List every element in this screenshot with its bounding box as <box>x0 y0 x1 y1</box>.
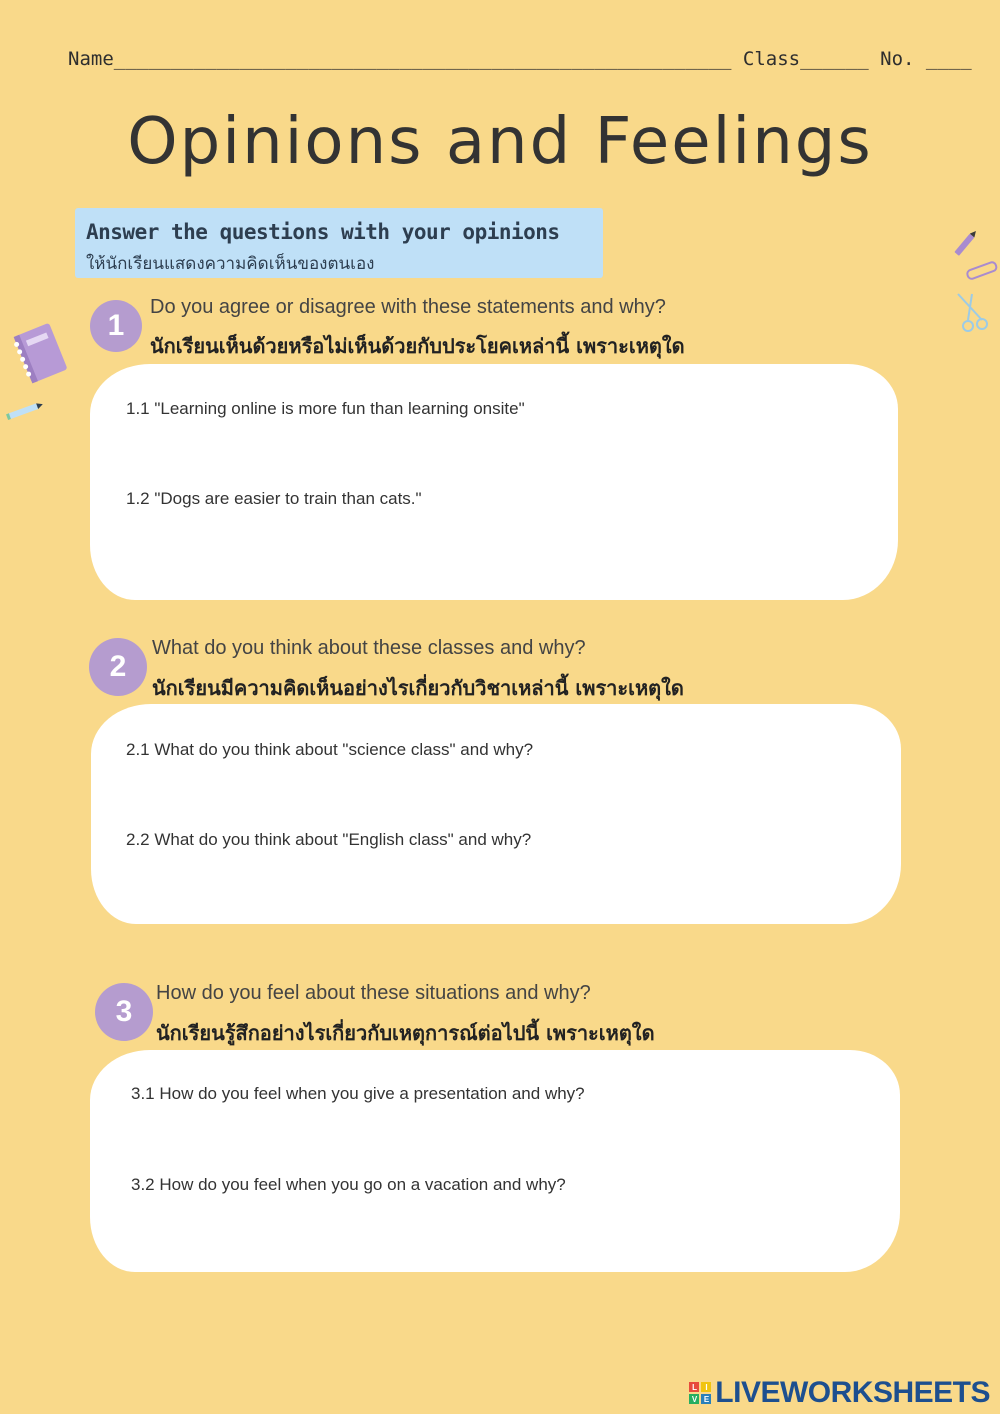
section-number-2: 2 <box>89 638 147 696</box>
section-1-question-english: Do you agree or disagree with these statements and why? <box>150 296 666 318</box>
section-3-question-thai: นักเรียนรู้สึกอย่างไรเกี่ยวกับเหตุการณ์ต่อไปนี้ เพราะเหตุใด <box>156 1021 655 1045</box>
section-2-answer-card[interactable] <box>91 704 901 924</box>
logo-text: LIVEWORKSHEETS <box>715 1376 990 1409</box>
instruction-thai: ให้นักเรียนแสดงความคิดเห็นของตนเอง <box>86 254 375 274</box>
section-3-question-english: How do you feel about these situations and why? <box>156 982 591 1004</box>
logo-mark-icon: L I V E <box>689 1382 711 1404</box>
liveworksheets-logo <box>689 1376 990 1410</box>
section-2-question-thai: นักเรียนมีความคิดเห็นอย่างไรเกี่ยวกับวิชาเหล่านี้ เพราะเหตุใด <box>152 676 684 700</box>
item-3-2: 3.2 How do you feel when you go on a vacation and why? <box>131 1175 566 1194</box>
item-1-1: 1.1 "Learning online is more fun than learning onsite" <box>126 399 525 418</box>
pencil-icon <box>4 400 44 422</box>
scissors-icon <box>952 290 994 334</box>
section-number-1: 1 <box>90 300 142 352</box>
section-2-question-english: What do you think about these classes and why? <box>152 637 586 659</box>
item-2-2: 2.2 What do you think about "English class" and why? <box>126 830 532 849</box>
item-2-1: 2.1 What do you think about "science class" and why? <box>126 740 534 759</box>
item-1-2: 1.2 "Dogs are easier to train than cats." <box>126 489 422 508</box>
instruction-english: Answer the questions with your opinions <box>86 220 560 244</box>
notebook-icon <box>8 318 74 390</box>
name-class-number-line: Name______________________________________________________ Class______ No. ____ <box>68 48 972 70</box>
paperclip-icon <box>964 260 1000 282</box>
section-number-3: 3 <box>95 983 153 1041</box>
page-title: Opinions and Feelings <box>127 105 873 179</box>
pen-icon <box>948 226 982 262</box>
item-3-1: 3.1 How do you feel when you give a presentation and why? <box>131 1084 585 1103</box>
section-1-question-thai: นักเรียนเห็นด้วยหรือไม่เห็นด้วยกับประโยคเหล่านี้ เพราะเหตุใด <box>150 334 685 358</box>
